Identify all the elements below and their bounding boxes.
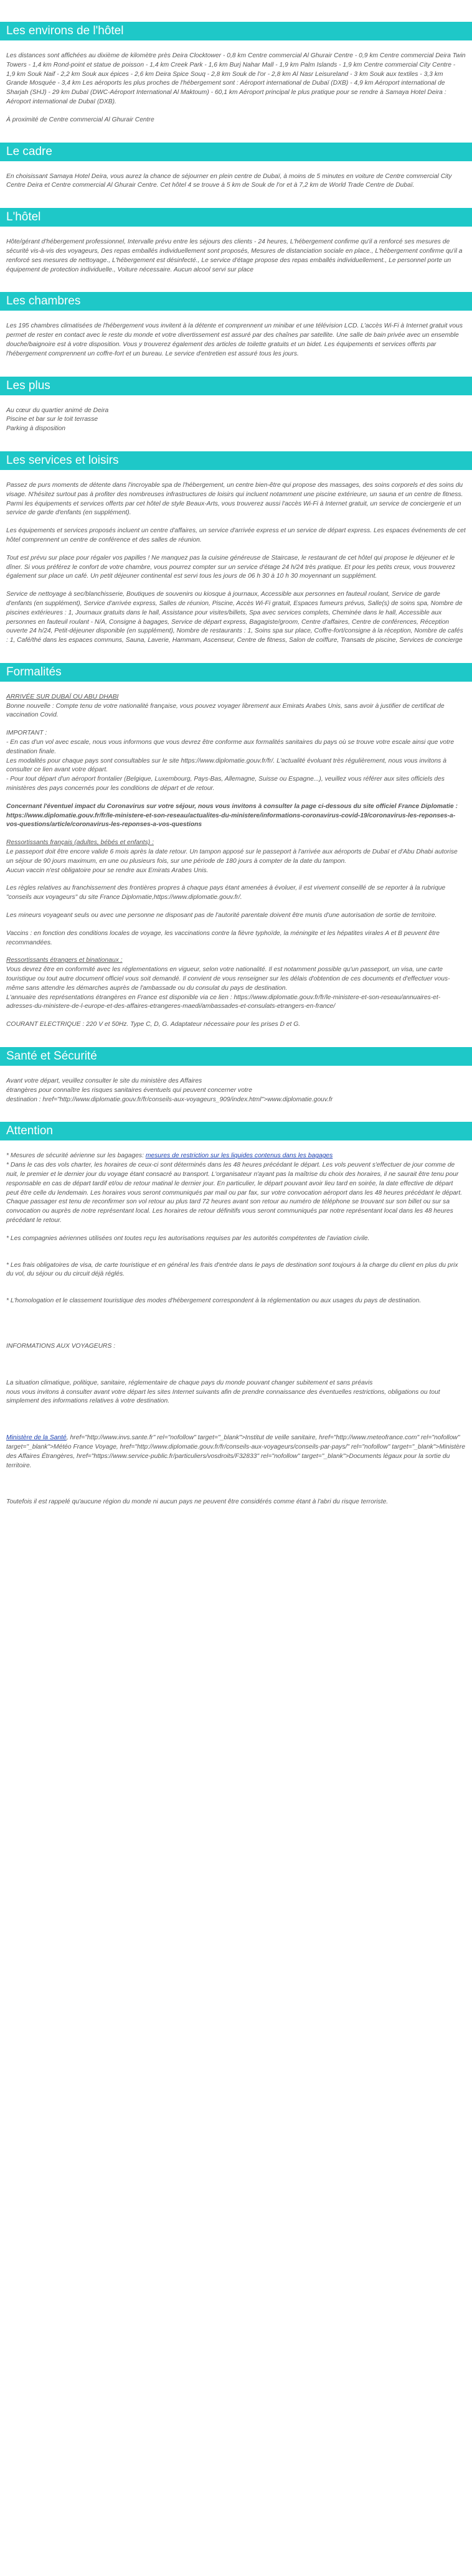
fees-note: * Les frais obligatoires de visa, de carte touristique et en général les frais d'entrée dans le pays de destination sont toujours à la charge du client en plus du prix du vol, du séjour ou du circuit déjà réglés. (6, 1261, 458, 1278)
vaccins-note: Vaccins : en fonction des conditions locales de voyage, les vaccinations contre la fièvre typhoïde, la méningite et les hépatites virales A et B peuvent être recommandées. (6, 929, 440, 946)
foreign-heading: Ressortissants étrangers et binationaux : (6, 957, 123, 964)
foreign-line: Vous devrez être en conformité avec les réglementations en vigueur, selon votre nationalité. Il est notamment possible qu'un passeport, un visa, une carte touristique ou tout autre document officiel vous soit demandé. Il convient de vous renseigner sur les délais d'obtention de ces documents et d'effectuer vous-même sans attendre les démarches auprès de l'ambassade ou du consulat du pays de destination. (6, 966, 450, 992)
chambres-section (0, 292, 472, 359)
services-dining: Tout est prévu sur place pour régaler vos papilles ! Ne manquez pas la cuisine généreuse de Staircase, le restaurant de cet hôtel qui propose le déjeuner et le dîner. Si vous préférez le confort de votre chambre, vous pourrez compter sur un service d'étage 24 h/24 très pratique. Et pour les petits creux, vous trouverez également sur place un café. Un petit déjeuner continental est servi tous les jours de 06 h 30 à 10 h 30 moyennant un supplément. (6, 554, 456, 580)
environs-title: Les environs de l'hôtel (0, 22, 472, 40)
chambres-body (0, 322, 472, 359)
important-line: - Pour tout départ d'un aéroport frontalier (Belgique, Luxembourg, Pays-Bas, Allemagne, Suisse ou Espagne...), veuillez vous référer aux sites officiels des ministères des pays concernés pour les conditions de départ et de retour. (6, 776, 445, 792)
flight-schedule-note: * Dans le cas des vols charter, les horaires de ceux-ci sont déterminés dans les 48 heures précédant le départ. Les vols peuvent s'effectuer de jour comme de nuit, le premier et le dernier jour du voyage étant consacré au transport. L'organisateur n'ayant pas la maîtrise du choix des horaires, il ne saurait être tenu pour responsable en cas de départ tardif et/ou de retour matinal le dernier jour. En particulier, le départ pouvant avoir lieu tard en soirée, la date effective de départ peut être celle du lendemain. Les horaires vous seront communiqués par mail ou par fax, sur votre convocation aéroport dans les 48 heures précédant le départ. Chaque passager est tenu de reconfirmer son vol retour au plus tard 72 heures avant son retour au numéro de téléphone se trouvant sur son billet ou sur sa convocation ou auprès de notre représentant local. Les horaires de retour définitifs vous seront communiqués par notre représentant local dans les 48 heures précédant le retour. (6, 1162, 463, 1224)
arrival-text: Bonne nouvelle : Compte tenu de votre nationalité française, vous pouvez voyager librement aux Emirats Arabes Unis, sans avoir à justifier de certificat de vaccination Covid. (6, 702, 445, 719)
important-heading: IMPORTANT : (6, 730, 47, 737)
situation-line: nous vous invitons à consulter avant votre départ les sites Internet suivants afin de prendre connaissance des éventuelles restrictions, obligations ou tout simplement des informations relatives à votre destination. (6, 1388, 440, 1405)
arrival-heading: ARRIVÉE SUR DUBAÏ OU ABU DHABI (6, 693, 119, 700)
cadre-section (0, 143, 472, 191)
formalites-section (0, 663, 472, 1030)
services-list: Service de nettoyage à sec/blanchisserie, Boutiques de souvenirs ou kiosque à journaux, Accessible aux personnes en fauteuil roulant, Service de garde d'enfants (en supplément), Service d'arrivée express, Salles de réunion, Piscine, Accès Wi-Fi gratuit, Espaces fumeurs prévus, Salle(s) de soins spa, Nombre de piscines extérieures : 1, Journaux gratuits dans le hall, Assistance pour visites/billets, Spa avec services complets, Cheminée dans le hall, Accessible aux personnes en fauteuil roulant - N/A, Consigne à bagages, Service de départ express, Bagagiste/groom, Centre d'affaires, Centre de conférences, Réception ouverte 24 h/24, Petit-déjeuner disponible (en supplément), Nombre de restaurants : 1, Soins spa sur place, Coffre-fort/consigne à la réception, Nombre de cafés : 1, Café/thé dans les espaces communs, Sauna, Laverie, Hammam, Ascenseur, Centre de fitness, Salon de coiffure, Transats de piscine, Services de concierge (6, 591, 463, 644)
baggage-prefix: * Mesures de sécurité aérienne sur les bagages: (6, 1152, 144, 1160)
fr-line: Aucun vaccin n'est obligatoire pour se rendre aux Emirats Arabes Unis. (6, 867, 209, 874)
attention-section (0, 1122, 472, 1507)
situation-line: La situation climatique, politique, sanitaire, réglementaire de chaque pays du monde pouvant changer subitement et sans préavis (6, 1379, 373, 1386)
attention-title: Attention (0, 1122, 472, 1140)
plus-item: Au cœur du quartier animé de Deira (6, 407, 109, 414)
hotel-text: Hôte/gérant d'hébergement professionnel, Intervalle prévu entre les séjours des clients - 24 heures, L'hébergement confirme qu'il a renforcé ses mesures de sécurité vis-à-vis des voyageurs, Des repas emballés individuellement sont proposés, Mesures de distanciation sociale en place., L'hébergement confirme qu'il a renforcé ses mesures de nettoyage., L'hébergement est désinfecté., Le service d'étage propose des repas emballés individuellement., Le personnel porte un équipement de protection individuelle., Voiture nécessaire. Aucun alcool servi sur place (6, 238, 463, 273)
environs-section (0, 22, 472, 125)
info-heading: INFORMATIONS AUX VOYAGEURS : (6, 1342, 116, 1350)
services-business: Les équipements et services proposés incluent un centre d'affaires, un service d'arrivée express et un service de départ express. Les espaces événements de cet hôtel comprennent un centre de conférence et des salles de réunion. (6, 527, 466, 543)
hotel-title: L'hôtel (0, 208, 472, 227)
fr-heading: Ressortissants français (adultes, bébés et enfants) : (6, 839, 154, 847)
classification-note: * L'homologation et le classement touristique des modes d'hébergement correspondent à la réglementation ou aux usages du pays de destination. (6, 1297, 422, 1305)
formalites-body (0, 693, 472, 1030)
fr-rules: Les règles relatives au franchissement des frontières propres à chaque pays étant amenées à évoluer, il est vivement conseillé de se reporter à la rubrique "conseils aux voyageurs" du site France Diplomatie,https://www.diplomatie.gouv.fr/. (6, 885, 446, 901)
sante-line: Avant votre départ, veuillez consulter le site du ministère des Affaires (6, 1078, 202, 1084)
cadre-title: Le cadre (0, 143, 472, 161)
hotel-body (0, 238, 472, 275)
attention-body (0, 1152, 472, 1507)
chambres-title: Les chambres (0, 292, 472, 311)
foreign-line: L'annuaire des représentations étrangères en France est disponible via ce lien : https://www.diplomatie.gouv.fr/fr/le-ministere-et-son-reseau/annuaires-et-adresses-du-ministere-de-l-europe-et-des-affaires-etrangeres-maedi/ambassades-et-consulats-etrangers-en-france/ (6, 994, 441, 1010)
ministry-health-link[interactable]: Ministère de la Santé (6, 1434, 67, 1442)
cadre-body (0, 172, 472, 191)
electric-note: COURANT ELECTRIQUE : 220 V et 50Hz. Type C, D, G. Adaptateur nécessaire pour les prises D et G. (6, 1021, 301, 1028)
terrorism-note: Toutefois il est rappelé qu'aucune région du monde ni aucun pays ne peuvent être considérés comme étant à l'abri du risque terroriste. (6, 1498, 389, 1506)
services-section (0, 451, 472, 646)
important-line: - En cas d'un vol avec escale, nous vous informons que vous devrez être conforme aux formalités sanitaires du pays où se trouve votre escale ainsi que votre destination finale. (6, 739, 455, 755)
useful-links-text: , href="http://www.invs.sante.fr" rel="nofollow" target="_blank">Institut de veille sanitaire, href="http://www.meteofrance.com" rel="nofollow" target="_blank">Météo France Voyage, href="http://www.diplomatie.gouv.fr/fr/conseils-aux-voyageurs/conseils-par-pays/" rel="nofollow" target="_blank">Ministère des Affaires Étrangères, href="https://www.service-public.fr/particuliers/vosdroits/F32833" rel="nofollow" target="_blank">Documents légaux pour la sortie du territoire. (6, 1434, 466, 1469)
corona-notice: Concernant l'éventuel impact du Coronavirus sur votre séjour, nous vous invitons à consulter la page ci-dessous du site officiel France Diplomatie : https://www.diplomatie.gouv.fr/fr/le-ministere-et-son-reseau/actualites-du-ministere/informations-coronavirus-covid-19/coronavirus-les-reponses-a-vos-questions/article/coronavirus-les-reponses-a-vos-questions (6, 802, 458, 829)
services-title: Les services et loisirs (0, 451, 472, 470)
formalites-title: Formalités (0, 663, 472, 682)
plus-title: Les plus (0, 377, 472, 395)
sante-section (0, 1047, 472, 1104)
baggage-rule (6, 1152, 466, 1161)
fr-line: Le passeport doit être encore valide 6 mois après la date retour. Un tampon apposé sur le passeport à l'arrivée aux aéroports de Dubaï et d'Abu Dhabi autorise un séjour de 90 jours maximum, en une ou plusieurs fois, sur une période de 180 jours à compter de la date du tampon. (6, 848, 458, 865)
hotel-section (0, 208, 472, 275)
plus-section (0, 377, 472, 434)
sante-line: destination : href="http://www.diplomatie.gouv.fr/fr/conseils-aux-voyageurs_909/index.html">www.diplomatie.gouv.fr (6, 1096, 333, 1103)
services-body (0, 481, 472, 646)
liquids-restriction-link[interactable]: mesures de restriction sur les liquides contenus dans les bagages (145, 1152, 333, 1160)
useful-links (6, 1434, 466, 1470)
plus-item: Parking à disposition (6, 425, 66, 433)
environs-proximity: À proximité de Centre commercial Al Ghurair Centre (6, 116, 154, 123)
sante-title: Santé et Sécurité (0, 1047, 472, 1066)
environs-body (0, 52, 472, 125)
environs-distances: Les distances sont affichées au dixième de kilomètre près Deira Clocktower - 0,8 km Centre commercial Al Ghurair Centre - 0,9 km Centre commercial Deira Twin Towers - 1,4 km Rond-point et statue de poisson - 1,4 km Creek Park - 1,6 km Burj Nahar Mall - 1,9 km Palm Islands - 1,9 km Centre commercial City Centre - 1,9 km Souk Naif - 2,2 km Souk aux épices - 2,6 km Deira Spice Souq - 2,8 km Souk de l'or - 2,8 km Al Nasr Leisureland - 3 km Souk aux textiles - 3,3 km Grande Mosquée - 3,4 km Les aéroports les plus proches de l'hébergement sont : Aéroport international de Dubaï (DXB) - 4,9 km Aéroport international de Sharjah (SHJ) - 29 km Dubaï (DWC-Aéroport International Al Maktoum) - 60,1 km Aéroport principal le plus pratique pour se rendre à Samaya Hotel Deira : Aéroport international de Dubaï (DXB). (6, 52, 466, 105)
minors-note: Les mineurs voyageant seuls ou avec une personne ne disposant pas de l'autorité parentale doivent être munis d'une autorisation de sortie de territoire. (6, 912, 437, 919)
sante-body (0, 1077, 472, 1104)
plus-item: Piscine et bar sur le toit terrasse (6, 416, 98, 423)
plus-body (0, 407, 472, 434)
airlines-note: * Les compagnies aériennes utilisées ont toutes reçu les autorisations requises par les autorités compétentes de l'aviation civile. (6, 1234, 370, 1242)
important-line: Les modalités pour chaque pays sont consultables sur le site https://www.diplomatie.gouv.fr/fr/. L'actualité évoluant très régulièrement, nous vous invitons à consulter ce lien avant votre départ. (6, 757, 446, 774)
cadre-text: En choisissant Samaya Hotel Deira, vous aurez la chance de séjourner en plein centre de Dubaï, à moins de 5 minutes en voiture de Centre commercial City Centre Deira et Centre commercial Al Ghurair Centre. Cet hôtel 4 se trouve à 5 km de Souk de l'or et à 7,2 km de World Trade Centre de Dubaï. (6, 172, 452, 189)
services-spa: Passez de purs moments de détente dans l'incroyable spa de l'hébergement, un centre bien-être qui propose des massages, des soins corporels et des soins du visage. N'hésitez surtout pas à profiter des nombreuses infrastructures de loisirs qui incluent notamment une piscine extérieure, un sauna et un centre de fitness. Parmi les équipements et services offerts par cet hôtel de style Beaux-Arts, vous trouverez aussi l'accès Wi-Fi à Internet gratuit, un service de conciergerie et un service de garde d'enfants (en supplément). (6, 481, 463, 517)
sante-line: étrangères pour connaître les risques sanitaires éventuels qui peuvent concerner votre (6, 1086, 252, 1094)
chambres-text: Les 195 chambres climatisées de l'hébergement vous invitent à la détente et comprennent un minibar et une télévision LCD. L'accès Wi-Fi à Internet gratuit vous permet de rester en contact avec le reste du monde et votre divertissement est assuré par des chaînes par satellite. Une salle de bain privée avec un ensemble douche/baignoire est à votre disposition. Vous y trouverez également des articles de toilette gratuits et un bidet. Les équipements et services offerts par l'hébergement comprennent un coffre-fort et un bureau. Le service d'entretien est assuré tous les jours. (6, 322, 463, 357)
